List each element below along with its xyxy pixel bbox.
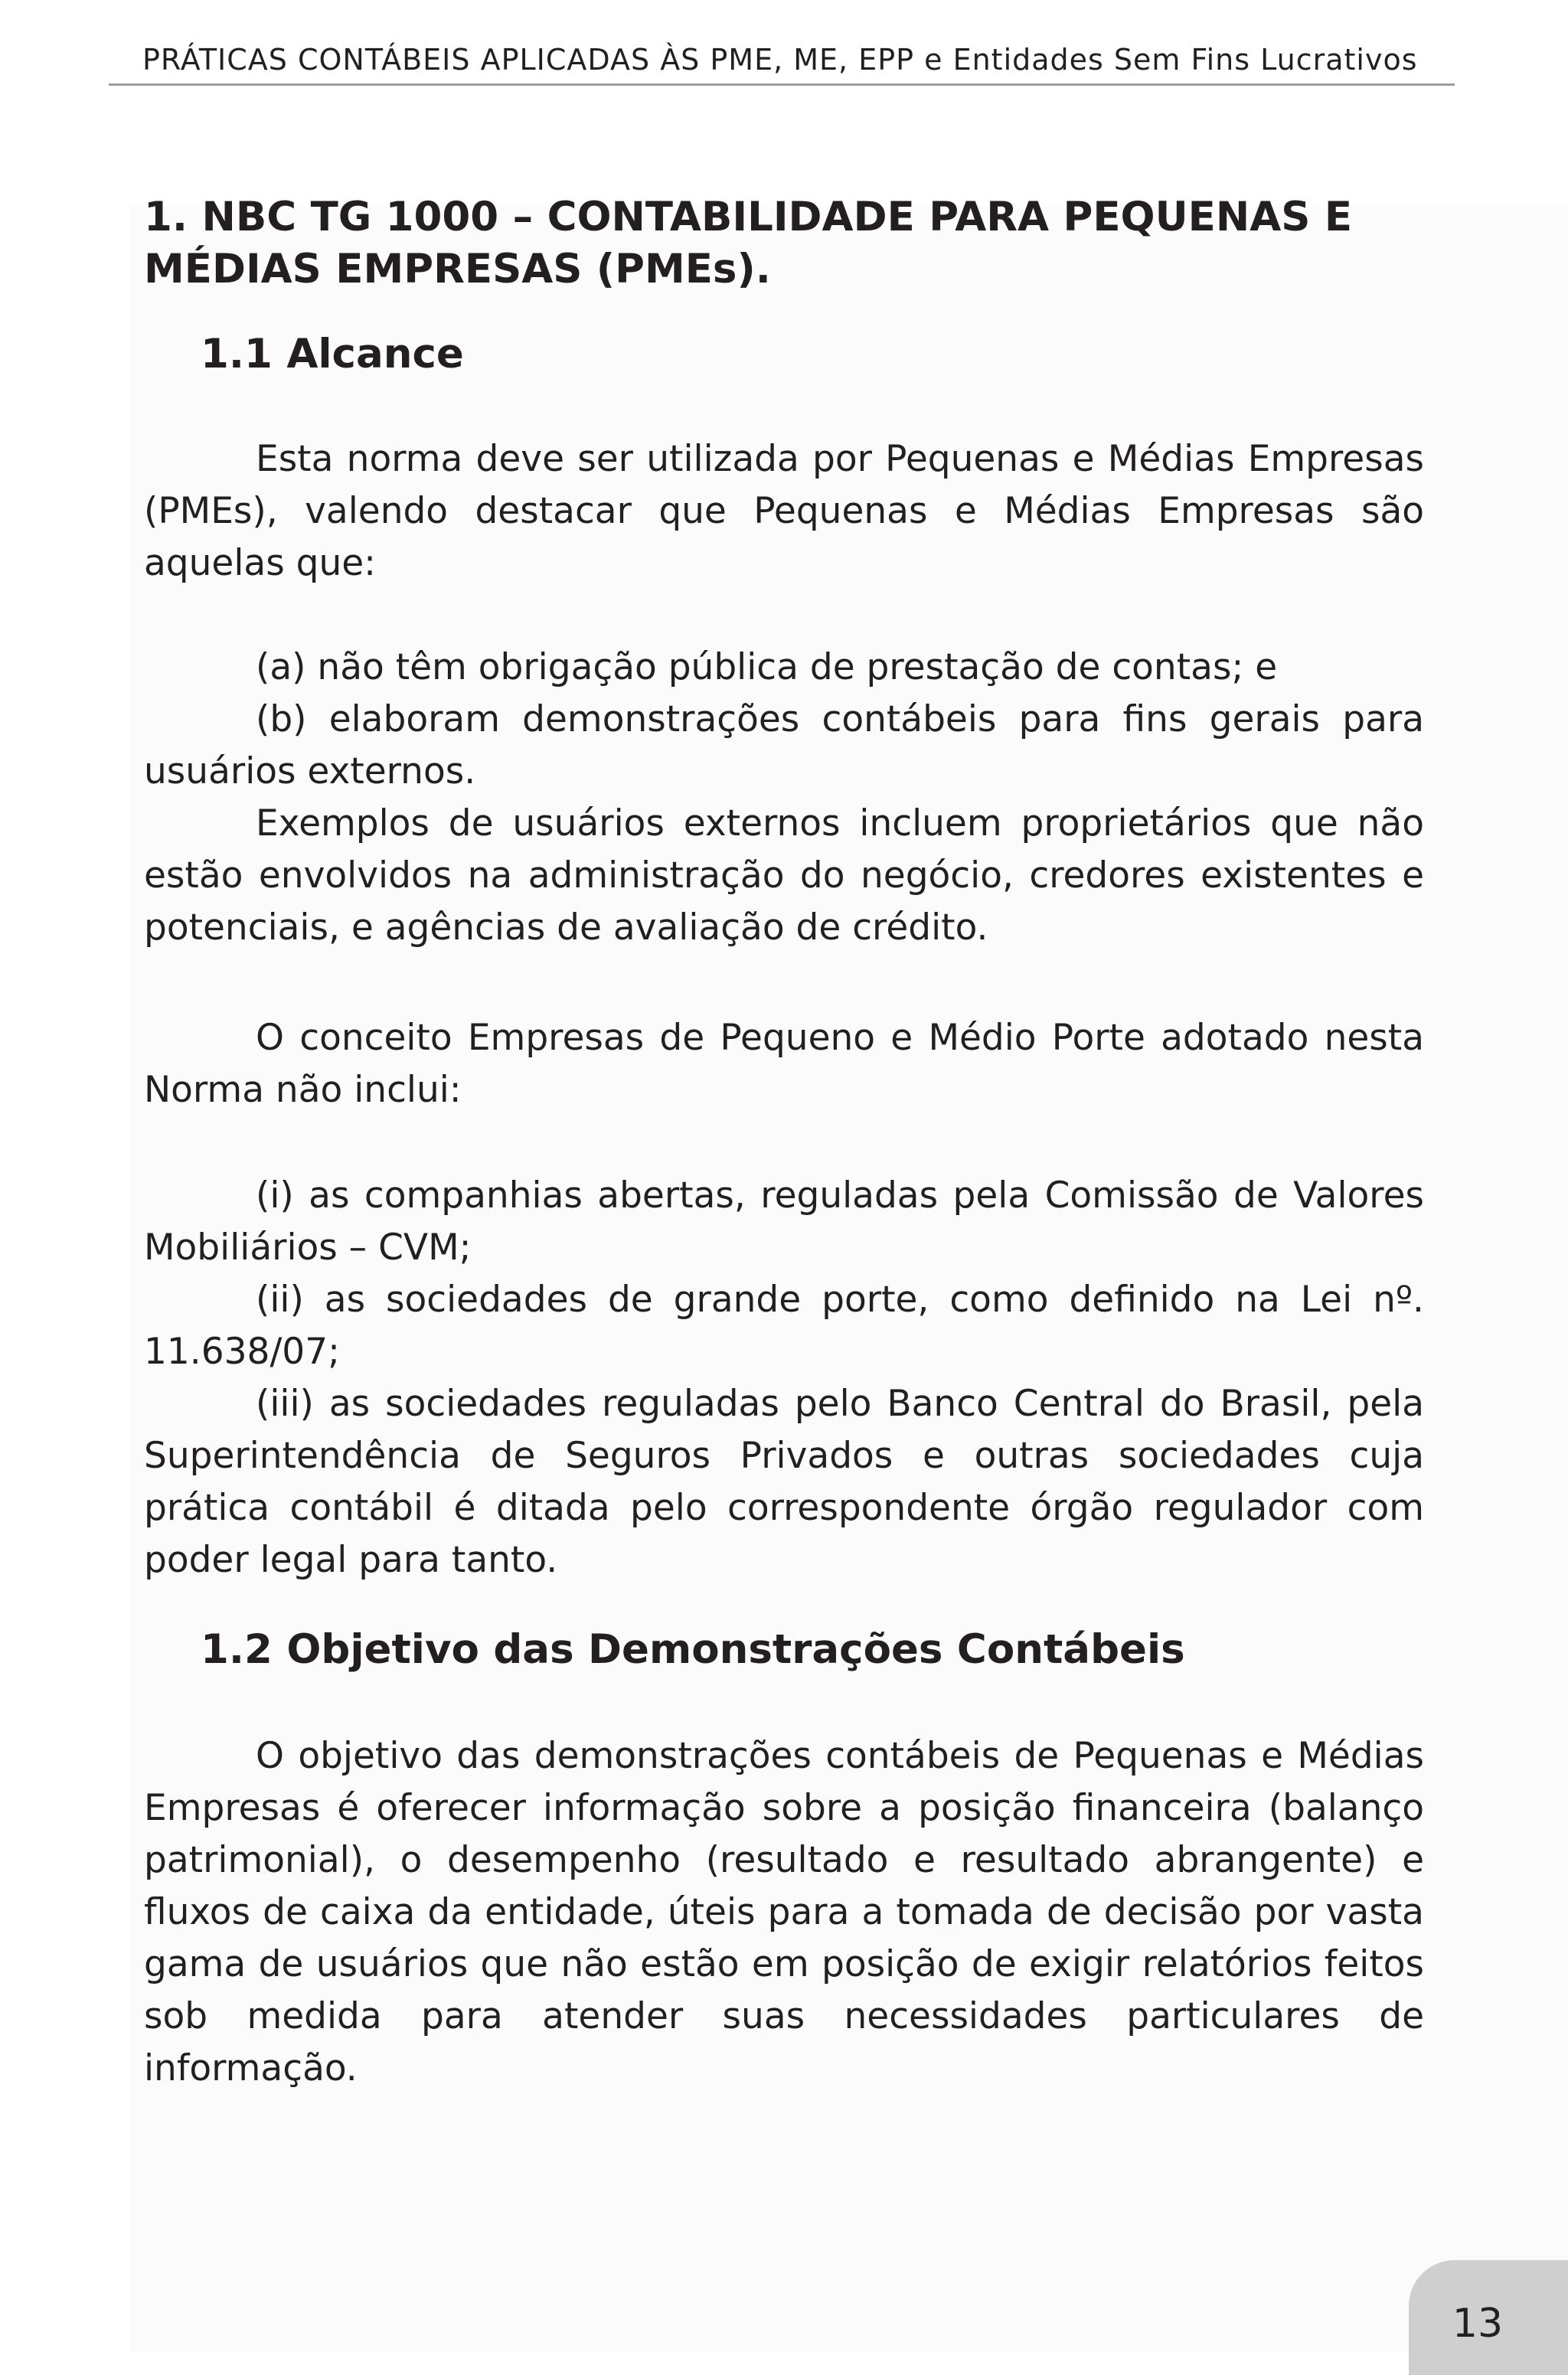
list-item-a: (a) não têm obrigação pública de prestação de contas; e: [256, 646, 1278, 688]
paragraph-concept: O conceito Empresas de Pequeno e Médio Porte adotado nesta Norma não inclui:: [144, 1017, 1424, 1111]
section-title-alcance: 1.1 Alcance: [201, 331, 464, 377]
exclusions-block: [144, 1170, 1424, 1586]
concept-block: [144, 1012, 1424, 1116]
list-item-i: (i) as companhias abertas, reguladas pela Comissão de Valores Mobiliários – CVM;: [144, 1174, 1424, 1269]
paragraph-intro: Esta norma deve ser utilizada por Pequenas e Médias Empresas (PMEs), valendo destacar que Pequenas e Médias Empresas são aquelas que:: [144, 438, 1424, 584]
list-item-ii: (ii) as sociedades de grande porte, como definido na Lei nº. 11.638/07;: [144, 1279, 1424, 1373]
objetivo-block: [144, 1730, 1424, 2095]
chapter-title: 1. NBC TG 1000 – CONTABILIDADE PARA PEQUENAS E MÉDIAS EMPRESAS (PMEs).: [144, 194, 1353, 292]
page-number: 13: [1452, 2301, 1504, 2347]
section-title-objetivo: 1.2 Objetivo das Demonstrações Contábeis: [201, 1626, 1185, 1673]
paragraph-examples: Exemplos de usuários externos incluem proprietários que não estão envolvidos na administração do negócio, credores existentes e potenciais, e agências de avaliação de crédito.: [144, 802, 1424, 949]
alcance-criteria-block: [144, 642, 1424, 954]
list-item-b: (b) elaboram demonstrações contábeis para fins gerais para usuários externos.: [144, 698, 1424, 792]
alcance-intro-block: [144, 433, 1424, 590]
paragraph-objetivo: O objetivo das demonstrações contábeis de Pequenas e Médias Empresas é oferecer informação sobre a posição financeira (balanço patrimonial), o desempenho (resultado e resultado abrangente) e fluxos de caixa da entidade, úteis para a tomada de decisão por vasta gama de usuários que não estão em posição de exigir relatórios feitos sob medida para atender suas necessidades particulares de informação.: [144, 1735, 1424, 2089]
header-rule: [109, 83, 1455, 86]
running-header: PRÁTICAS CONTÁBEIS APLICADAS ÀS PME, ME, EPP e Entidades Sem Fins Lucrativos: [142, 43, 1418, 77]
list-item-iii: (iii) as sociedades reguladas pelo Banco Central do Brasil, pela Superintendência de Seguros Privados e outras sociedades cuja prática contábil é ditada pelo correspondente órgão regulador com poder legal para tanto.: [144, 1383, 1424, 1581]
